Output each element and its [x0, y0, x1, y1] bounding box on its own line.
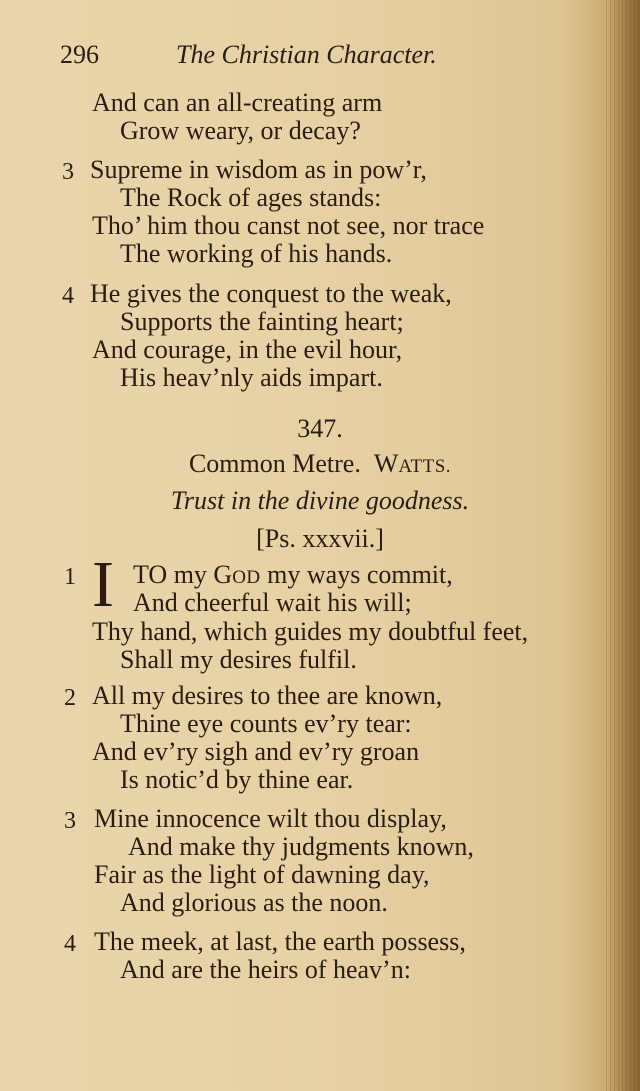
page-number: 296 — [60, 40, 99, 69]
verse-line: Thy hand, which guides my doubtful feet, — [92, 617, 529, 646]
verse-line: And are the heirs of heav’n: — [120, 955, 411, 984]
verse-line: Shall my desires fulfil. — [120, 645, 357, 674]
verse-line: Is notic’d by thine ear. — [120, 765, 354, 794]
verse-line: And make thy judgments known, — [128, 832, 474, 861]
stanza-number: 4 — [62, 283, 74, 309]
stanza-number: 2 — [64, 685, 76, 711]
verse-line: Fair as the light of dawning day, — [94, 860, 430, 889]
verse-line: Tho’ him thou canst not see, nor trace — [92, 211, 485, 240]
hymn-number: 347. — [297, 414, 343, 443]
verse-line: And courage, in the evil hour, — [92, 335, 403, 364]
drop-cap: I — [92, 548, 114, 621]
stanza-number: 3 — [64, 808, 76, 834]
verse-text: my ways commit, — [260, 560, 453, 589]
scripture-reference: [Ps. xxxvii.] — [256, 524, 384, 553]
stanza-number: 3 — [62, 159, 74, 185]
verse-line: And glorious as the noon. — [120, 888, 388, 917]
verse-line: All my desires to thee are known, — [92, 681, 443, 710]
verse-line: The meek, at last, the earth possess, — [94, 927, 466, 956]
verse-line: Supreme in wisdom as in pow’r, — [90, 155, 427, 184]
verse-line: And ev’ry sigh and ev’ry groan — [92, 737, 420, 766]
author-rest: ATTS. — [398, 456, 452, 477]
stanza-number: 1 — [64, 564, 76, 590]
verse-line: And can an all-creating arm — [92, 88, 383, 117]
verse-line: Thine eye counts ev’ry tear: — [120, 709, 412, 738]
verse-line: And cheerful wait his will; — [133, 588, 412, 617]
metre-label: Common Metre. — [188, 449, 361, 478]
verse-line: He gives the conquest to the weak, — [90, 279, 452, 308]
verse-line: Supports the fainting heart; — [120, 307, 404, 336]
god-rest: OD — [232, 567, 261, 588]
hymn-title: Trust in the divine goodness. — [170, 486, 470, 515]
verse-line: Grow weary, or decay? — [120, 116, 361, 145]
verse-line: The working of his hands. — [120, 239, 393, 268]
running-title: The Christian Character. — [176, 40, 437, 69]
author-initial: W — [373, 449, 399, 478]
god-initial: G — [213, 560, 233, 589]
stanza-number: 4 — [64, 931, 76, 957]
verse-line: The Rock of ages stands: — [120, 183, 382, 212]
verse-line: His heav’nly aids impart. — [120, 363, 383, 392]
verse-line: Mine innocence wilt thou display, — [94, 804, 447, 833]
verse-text: TO my — [133, 560, 214, 589]
hymn-metre-author — [0, 449, 640, 482]
